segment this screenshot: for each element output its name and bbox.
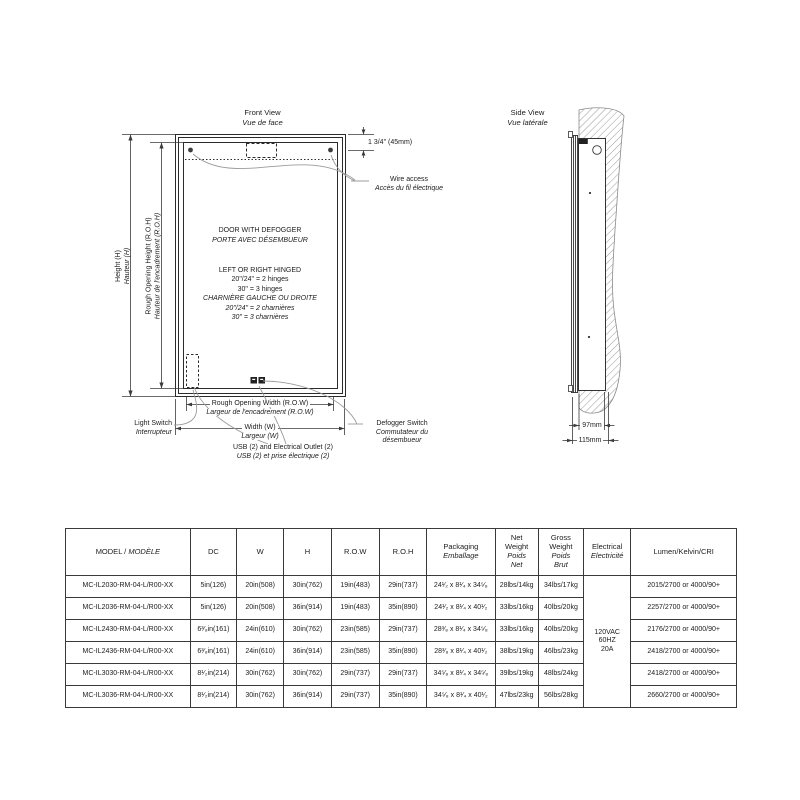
cell-roh: 35in(890) <box>379 642 426 664</box>
cell-dc: 6³⁄₈in(161) <box>190 620 236 642</box>
cell-gross: 46lbs/23kg <box>538 642 583 664</box>
wire-access-label: Wire access Accès du fil électrique <box>374 176 444 192</box>
wire-access-box <box>247 144 277 158</box>
cell-net: 47lbs/23kg <box>495 686 538 708</box>
depth-inner-label: 97mm <box>582 422 602 429</box>
cell-net: 28lbs/14kg <box>495 576 538 598</box>
cell-packaging: 28³⁄₈ x 8¹⁄₄ x 34⁵⁄₈ <box>427 620 495 642</box>
header-gross-weight: Gross Weight Poids Brut <box>538 529 583 576</box>
cell-roh: 29in(737) <box>379 620 426 642</box>
cell-roh: 35in(890) <box>379 686 426 708</box>
cell-packaging: 34⁵⁄₈ x 8¹⁄₄ x 40¹⁄₂ <box>427 686 495 708</box>
cell-model: MC-IL3030-RM-04-L/R00-XX <box>66 664 191 686</box>
wire-hole <box>593 146 602 155</box>
cell-w: 20in(508) <box>237 598 284 620</box>
cell-h: 36in(914) <box>284 642 331 664</box>
cell-net: 39lbs/19kg <box>495 664 538 686</box>
cell-model: MC-IL2436-RM-04-L/R00-XX <box>66 642 191 664</box>
cell-lumen: 2015/2700 or 4000/90+ <box>631 576 737 598</box>
outlet-box <box>187 355 199 388</box>
cell-lumen: 2176/2700 or 4000/90+ <box>631 620 737 642</box>
cell-w: 20in(508) <box>237 576 284 598</box>
cell-roh: 29in(737) <box>379 664 426 686</box>
cell-packaging: 34⁵⁄₈ x 8¹⁄₄ x 34⁵⁄₈ <box>427 664 495 686</box>
table-row <box>66 598 737 620</box>
switch-icons <box>251 377 266 384</box>
depth-outer-label: 115mm <box>578 436 602 444</box>
light-switch-label: Light Switch Interrupteur <box>134 420 172 436</box>
cell-gross: 40lbs/20kg <box>538 598 583 620</box>
cell-dc: 6³⁄₈in(161) <box>190 642 236 664</box>
defogger-unit <box>579 139 588 144</box>
header-packaging: Packaging Emballage <box>427 529 495 576</box>
row-width-label: Rough Opening Width (R.O.W) Largeur de l'encadrement (R.O.W) <box>206 400 314 416</box>
cell-net: 33lbs/16kg <box>495 620 538 642</box>
cell-gross: 56lbs/28kg <box>538 686 583 708</box>
cell-lumen: 2418/2700 or 4000/90+ <box>631 664 737 686</box>
cell-packaging: 28³⁄₈ x 8¹⁄₄ x 40¹⁄₂ <box>427 642 495 664</box>
width-label: Width (W) Largeur (W) <box>241 424 279 440</box>
cell-h: 30in(762) <box>284 620 331 642</box>
roh-label: Rough Opening Height (R.O.H) Hauteur de l'encadrement (R.O.H) <box>145 212 162 320</box>
header-net-weight: Net Weight Poids Net <box>495 529 538 576</box>
usb-outlet-label: USB (2) and Electrical Outlet (2) USB (2) et prise électrique (2) <box>233 444 333 460</box>
hinge-dot-left <box>188 148 193 153</box>
header-model: MODEL / MODÈLE <box>66 529 191 576</box>
cell-row: 19in(483) <box>331 576 379 598</box>
header-h: H <box>284 529 331 576</box>
table-row <box>66 642 737 664</box>
cell-gross: 34lbs/17kg <box>538 576 583 598</box>
height-label: Height (H) Hauteur (H) <box>115 247 131 285</box>
cell-gross: 48lbs/24kg <box>538 664 583 686</box>
cell-lumen: 2257/2700 or 4000/90+ <box>631 598 737 620</box>
cell-w: 30in(762) <box>237 664 284 686</box>
cell-electrical: 120VAC 60HZ 20A <box>584 576 631 708</box>
header-dc: DC <box>190 529 236 576</box>
table-header-row <box>66 529 737 576</box>
cell-dc: 8¹⁄₂in(214) <box>190 686 236 708</box>
cell-row: 23in(585) <box>331 620 379 642</box>
cell-net: 38lbs/19kg <box>495 642 538 664</box>
header-roh: R.O.H <box>379 529 426 576</box>
cell-row: 29in(737) <box>331 686 379 708</box>
table-row <box>66 664 737 686</box>
cell-packaging: 24¹⁄₂ x 8¹⁄₄ x 40¹⁄₂ <box>427 598 495 620</box>
cell-h: 30in(762) <box>284 576 331 598</box>
cell-model: MC-IL3036-RM-04-L/R00-XX <box>66 686 191 708</box>
table-row <box>66 686 737 708</box>
cell-dc: 5in(126) <box>190 576 236 598</box>
cell-roh: 29in(737) <box>379 576 426 598</box>
door-defogger-text: DOOR WITH DEFOGGER PORTE AVEC DÉSEMBUEUR <box>212 227 308 244</box>
cell-model: MC-IL2030-RM-04-L/R00-XX <box>66 576 191 598</box>
cell-h: 36in(914) <box>284 686 331 708</box>
cell-row: 23in(585) <box>331 642 379 664</box>
side-view-cabinet <box>569 132 606 394</box>
cell-roh: 35in(890) <box>379 598 426 620</box>
header-row-dim: R.O.W <box>331 529 379 576</box>
cell-row: 29in(737) <box>331 664 379 686</box>
table-row <box>66 620 737 642</box>
cell-model: MC-IL2430-RM-04-L/R00-XX <box>66 620 191 642</box>
side-view-title: Side View Vue latérale <box>507 108 548 127</box>
top-offset-label: 1 3/4" (45mm) <box>368 139 413 146</box>
wire-access-features <box>185 144 336 160</box>
table-row <box>66 576 737 598</box>
cell-net: 33lbs/16kg <box>495 598 538 620</box>
cell-h: 30in(762) <box>284 664 331 686</box>
cell-gross: 40lbs/20kg <box>538 620 583 642</box>
cell-row: 19in(483) <box>331 598 379 620</box>
cell-dc: 5in(126) <box>190 598 236 620</box>
cell-dc: 8¹⁄₂in(214) <box>190 664 236 686</box>
cell-lumen: 2660/2700 or 4000/90+ <box>631 686 737 708</box>
hinge-text: LEFT OR RIGHT HINGED 20"/24" = 2 hinges 30" = 3 hinges CHARNIÈRE GAUCHE OU DROITE 20"/24" = 2 charnières 30" = 3 charnières <box>203 267 317 322</box>
cell-packaging: 24¹⁄₂ x 8¹⁄₄ x 34⁵⁄₈ <box>427 576 495 598</box>
defogger-switch-label: Defogger Switch Commutateur du désembueur <box>375 420 429 445</box>
cell-h: 36in(914) <box>284 598 331 620</box>
cell-model: MC-IL2036-RM-04-L/R00-XX <box>66 598 191 620</box>
front-view-title: Front View Vue de face <box>242 108 283 127</box>
cell-w: 24in(610) <box>237 642 284 664</box>
header-lumen: Lumen/Kelvin/CRI <box>631 529 737 576</box>
header-w: W <box>237 529 284 576</box>
cell-w: 30in(762) <box>237 686 284 708</box>
cell-lumen: 2418/2700 or 4000/90+ <box>631 642 737 664</box>
header-electrical: Electrical Electricité <box>584 529 631 576</box>
spec-table <box>65 528 737 708</box>
hinge-dot-right <box>328 148 333 153</box>
cell-w: 24in(610) <box>237 620 284 642</box>
